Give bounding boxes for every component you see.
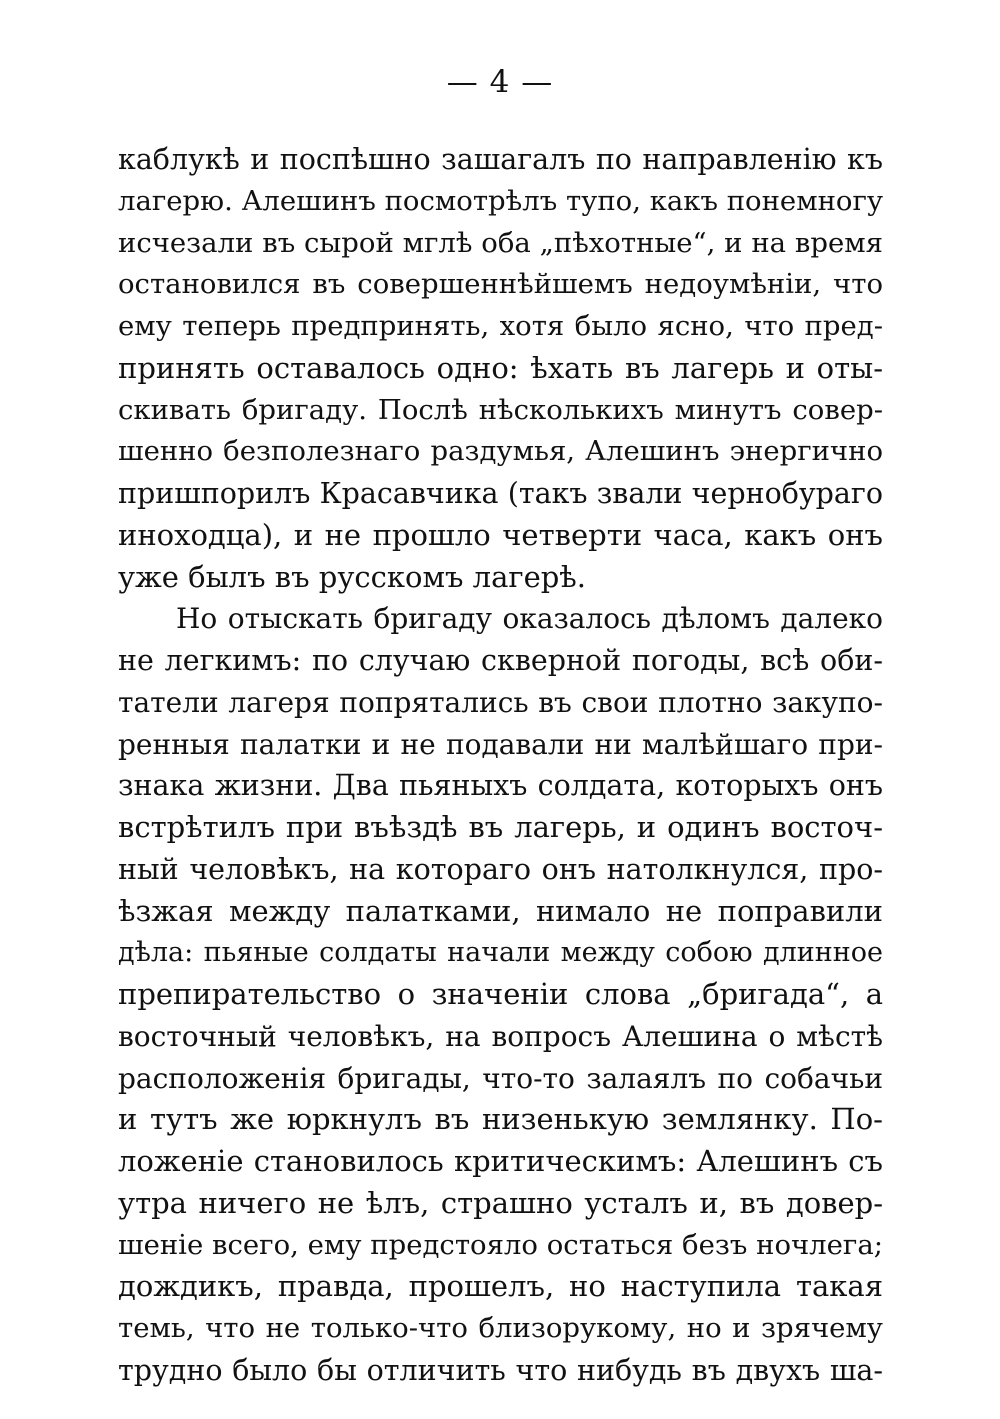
text-line: ренныя палатки и не подавали ни малѣйшаго при-: [118, 727, 883, 761]
text-line: татели лагеря попрятались въ свои плотно закупо-: [118, 685, 883, 719]
text-line: пришпорилъ Красавчика (такъ звали чернобураго: [118, 477, 883, 510]
text-line: расположенія бригады, что-то залаялъ по собачьи: [118, 1061, 883, 1095]
text-line: Но отыскать бригаду оказалось дѣломъ далеко: [176, 602, 883, 636]
text-line: утра ничего не ѣлъ, страшно усталъ и, въ довер-: [118, 1185, 883, 1220]
text-line: исчезали въ сырой мглѣ оба „пѣхотные“, и на время: [118, 226, 883, 259]
text-line: скивать бригаду. Послѣ нѣсколькихъ минутъ совер-: [118, 393, 883, 426]
text-line: уже былъ въ русскомъ лагерѣ.: [118, 559, 587, 594]
text-line: встрѣтилъ при въѣздѣ въ лагерь, и одинъ восточ-: [118, 810, 883, 844]
text-line: ѣзжая между палатками, нимало не поправили: [118, 893, 883, 928]
page-number: — 4 —: [446, 64, 554, 100]
text-line: трудно было бы отличить что нибудь въ двухъ ша-: [118, 1353, 883, 1387]
body-text: [118, 139, 883, 1392]
text-line: восточный человѣкъ, на вопросъ Алешина о мѣстѣ: [118, 1019, 883, 1053]
paragraph-2: [118, 598, 883, 1391]
paragraph-1: [118, 139, 883, 598]
text-line: и тутъ же юркнулъ въ низенькую землянку. По-: [118, 1102, 883, 1137]
text-line: каблукѣ и поспѣшно зашагалъ по направленію къ: [118, 143, 883, 176]
text-line: иноходца), и не прошло четверти часа, какъ онъ: [118, 517, 883, 552]
text-line: знака жизни. Два пьяныхъ солдата, которыхъ онъ: [118, 769, 883, 803]
text-line: лагерю. Алешинъ посмотрѣлъ тупо, какъ понемногу: [118, 184, 883, 217]
text-line: не легкимъ: по случаю скверной погоды, всѣ оби-: [118, 644, 883, 677]
text-line: дѣла: пьяные солдаты начали между собою длинное: [118, 937, 883, 969]
text-line: шеніе всего, ему предстояло остаться безъ ночлега;: [118, 1228, 883, 1261]
text-line: ему теперь предпринять, хотя было ясно, что пред-: [118, 310, 883, 342]
text-line: шенно безполезнаго раздумья, Алешинъ энергично: [118, 435, 883, 468]
text-line: дождикъ, правда, прошелъ, но наступила такая: [118, 1269, 883, 1304]
text-line: препирательство о значеніи слова „бригада“, а: [118, 977, 883, 1011]
text-line: принять оставалось одно: ѣхать въ лагерь и оты-: [118, 350, 883, 385]
text-line: остановился въ совершеннѣйшемъ недоумѣніи, что: [118, 268, 883, 301]
text-line: ный человѣкъ, на котораго онъ натолкнулся, про-: [118, 852, 883, 886]
text-line: темь, что не только-что близорукому, но и зрячему: [118, 1312, 883, 1344]
text-line: ложеніе становилось критическимъ: Алешинъ съ: [118, 1144, 883, 1178]
